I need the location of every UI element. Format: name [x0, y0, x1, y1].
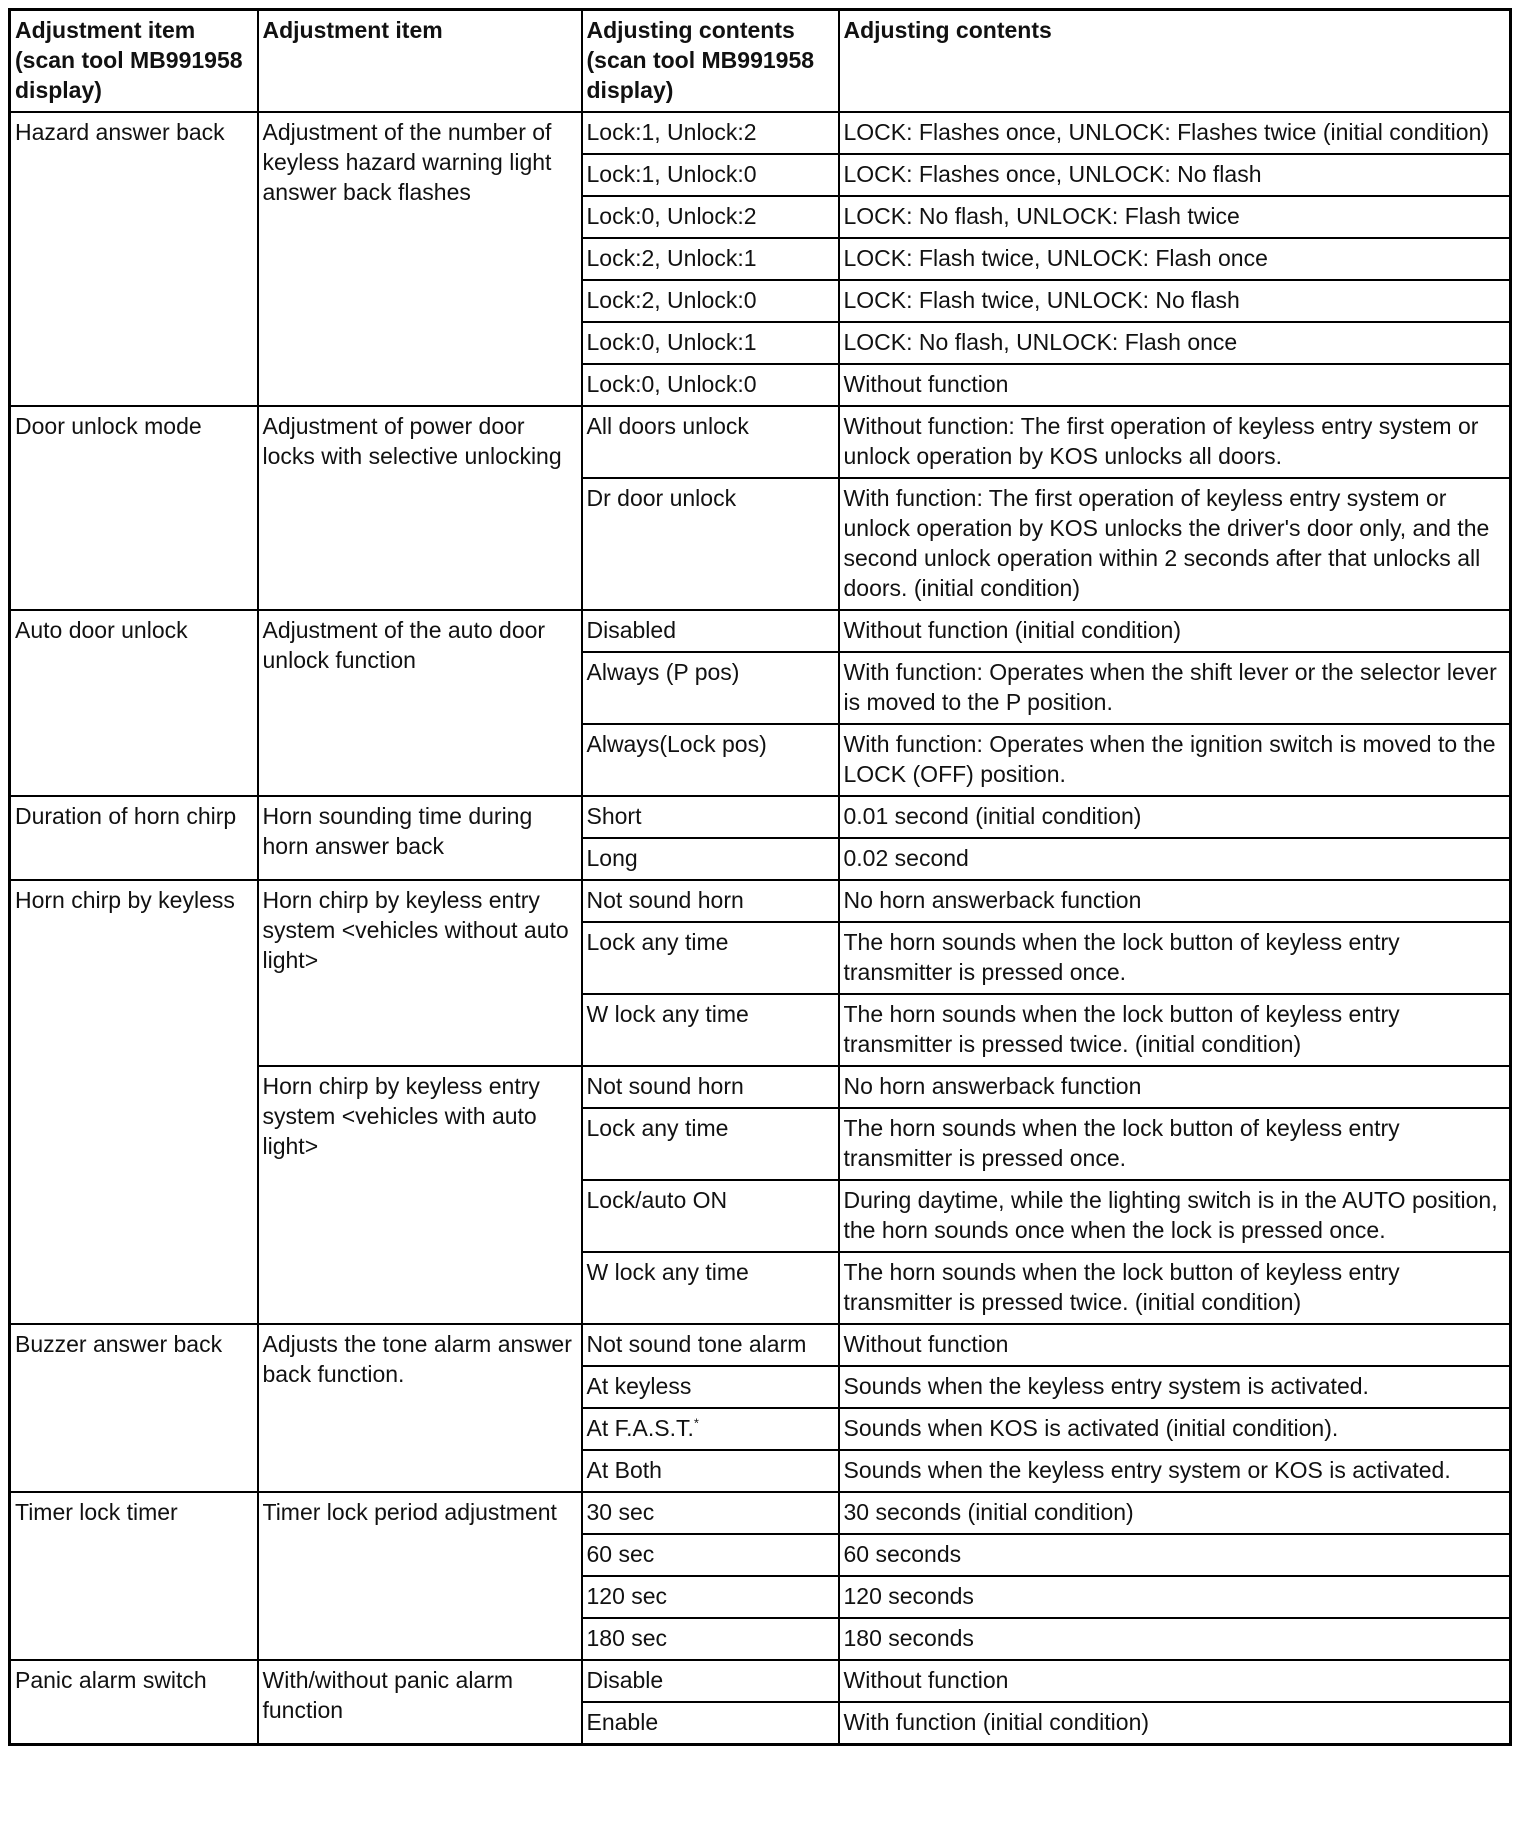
cell-adjustment-item: Horn sounding time during horn answer back [258, 796, 582, 880]
cell-adjusting-contents: LOCK: Flash twice, UNLOCK: No flash [839, 280, 1511, 322]
cell-adjusting-contents: Without function: The first operation of keyless entry system or unlock operation by KOS unlocks all doors. [839, 406, 1511, 478]
cell-adjustment-item-display: Door unlock mode [10, 406, 258, 610]
cell-adjusting-contents-display [582, 796, 839, 838]
cell-adjusting-contents-display [582, 1618, 839, 1660]
display-value: W lock any time [586, 1259, 749, 1285]
cell-adjusting-contents-display [582, 1450, 839, 1492]
cell-adjusting-contents: Sounds when the keyless entry system is activated. [839, 1366, 1511, 1408]
cell-adjustment-item: With/without panic alarm function [258, 1660, 582, 1745]
display-value: W lock any time [586, 1001, 749, 1027]
cell-adjusting-contents: Sounds when KOS is activated (initial condition). [839, 1408, 1511, 1450]
cell-adjusting-contents-display [582, 280, 839, 322]
display-value: Disable [586, 1667, 664, 1693]
display-value: All doors unlock [586, 413, 749, 439]
display-value: Enable [586, 1709, 659, 1735]
cell-adjusting-contents-display [582, 838, 839, 880]
display-value: Lock any time [586, 929, 729, 955]
display-value: Dr door unlock [586, 485, 737, 511]
cell-adjusting-contents: LOCK: Flashes once, UNLOCK: Flashes twice (initial condition) [839, 112, 1511, 154]
cell-adjusting-contents-display [582, 880, 839, 922]
cell-adjustment-item-display: Buzzer answer back [10, 1324, 258, 1492]
cell-adjusting-contents-display [582, 196, 839, 238]
header-adjusting-contents-display: Adjusting contents (scan tool MB991958 display) [582, 10, 839, 113]
display-value: Lock:0, Unlock:1 [586, 329, 757, 355]
cell-adjusting-contents: 180 seconds [839, 1618, 1511, 1660]
cell-adjusting-contents: Without function (initial condition) [839, 610, 1511, 652]
cell-adjusting-contents: During daytime, while the lighting switch is in the AUTO position, the horn sounds once when the lock is pressed once. [839, 1180, 1511, 1252]
cell-adjusting-contents: No horn answerback function [839, 880, 1511, 922]
adjustment-table [8, 8, 1512, 1746]
display-value: At F.A.S.T. [586, 1415, 694, 1441]
cell-adjusting-contents-display [582, 406, 839, 478]
cell-adjusting-contents: The horn sounds when the lock button of keyless entry transmitter is pressed twice. (initial condition) [839, 1252, 1511, 1324]
display-value: 60 sec [586, 1541, 655, 1567]
cell-adjusting-contents-display [582, 1576, 839, 1618]
cell-adjustment-item: Adjusts the tone alarm answer back function. [258, 1324, 582, 1492]
cell-adjusting-contents: Without function [839, 1324, 1511, 1366]
cell-adjusting-contents-display [582, 610, 839, 652]
cell-adjusting-contents: LOCK: No flash, UNLOCK: Flash once [839, 322, 1511, 364]
cell-adjusting-contents-display [582, 1660, 839, 1702]
cell-adjusting-contents-display [582, 652, 839, 724]
footnote-asterisk: * [693, 1415, 699, 1431]
display-value: 180 sec [586, 1625, 668, 1651]
table-row [10, 1492, 1511, 1534]
display-value: At keyless [586, 1373, 692, 1399]
display-value: Not sound tone alarm [586, 1331, 807, 1357]
display-value: Lock/auto ON [586, 1187, 728, 1213]
cell-adjustment-item-display: Timer lock timer [10, 1492, 258, 1660]
display-value: Not sound horn [586, 887, 744, 913]
cell-adjustment-item-display: Auto door unlock [10, 610, 258, 796]
cell-adjusting-contents-display [582, 922, 839, 994]
display-value: At Both [586, 1457, 662, 1483]
cell-adjusting-contents-display [582, 994, 839, 1066]
table-row [10, 1324, 1511, 1366]
cell-adjusting-contents-display [582, 724, 839, 796]
cell-adjusting-contents: The horn sounds when the lock button of keyless entry transmitter is pressed once. [839, 1108, 1511, 1180]
display-value: Not sound horn [586, 1073, 744, 1099]
display-value: Lock:0, Unlock:0 [586, 371, 757, 397]
cell-adjusting-contents: 120 seconds [839, 1576, 1511, 1618]
cell-adjusting-contents: LOCK: No flash, UNLOCK: Flash twice [839, 196, 1511, 238]
display-value: Lock any time [586, 1115, 729, 1141]
cell-adjusting-contents: Without function [839, 1660, 1511, 1702]
cell-adjusting-contents-display [582, 112, 839, 154]
cell-adjusting-contents: 30 seconds (initial condition) [839, 1492, 1511, 1534]
cell-adjustment-item-display: Hazard answer back [10, 112, 258, 406]
cell-adjusting-contents: LOCK: Flashes once, UNLOCK: No flash [839, 154, 1511, 196]
cell-adjusting-contents: 0.02 second [839, 838, 1511, 880]
display-value: Lock:2, Unlock:1 [586, 245, 757, 271]
cell-adjusting-contents: With function: Operates when the ignition switch is moved to the LOCK (OFF) position. [839, 724, 1511, 796]
table-row [10, 112, 1511, 154]
header-adjusting-contents: Adjusting contents [839, 10, 1511, 113]
table-row [10, 796, 1511, 838]
table-row [10, 610, 1511, 652]
cell-adjusting-contents-display [582, 1702, 839, 1745]
cell-adjustment-item-display: Panic alarm switch [10, 1660, 258, 1745]
cell-adjustment-item: Timer lock period adjustment [258, 1492, 582, 1660]
cell-adjusting-contents-display [582, 1066, 839, 1108]
cell-adjusting-contents: With function: Operates when the shift lever or the selector lever is moved to the P position. [839, 652, 1511, 724]
cell-adjustment-item: Adjustment of the number of keyless hazard warning light answer back flashes [258, 112, 582, 406]
cell-adjustment-item: Adjustment of the auto door unlock function [258, 610, 582, 796]
cell-adjusting-contents-display [582, 1180, 839, 1252]
display-value: Lock:0, Unlock:2 [586, 203, 757, 229]
cell-adjusting-contents-display [582, 322, 839, 364]
cell-adjusting-contents-display [582, 364, 839, 406]
cell-adjustment-item: Horn chirp by keyless entry system <vehicles with auto light> [258, 1066, 582, 1324]
table-row [10, 1660, 1511, 1702]
cell-adjusting-contents-display [582, 1534, 839, 1576]
cell-adjusting-contents-display [582, 1252, 839, 1324]
cell-adjusting-contents: 60 seconds [839, 1534, 1511, 1576]
cell-adjusting-contents: With function: The first operation of keyless entry system or unlock operation by KOS unlocks the driver's door only, and the second unlock operation within 2 seconds after that unlocks all doors. (initial condition) [839, 478, 1511, 610]
table-body [10, 112, 1511, 1745]
display-value: Disabled [586, 617, 676, 643]
cell-adjusting-contents: 0.01 second (initial condition) [839, 796, 1511, 838]
header-adjustment-item: Adjustment item [258, 10, 582, 113]
cell-adjustment-item: Horn chirp by keyless entry system <vehicles without auto light> [258, 880, 582, 1066]
display-value: Lock:1, Unlock:0 [586, 161, 757, 187]
cell-adjusting-contents-display [582, 1366, 839, 1408]
cell-adjusting-contents: No horn answerback function [839, 1066, 1511, 1108]
display-value: 30 sec [586, 1499, 655, 1525]
table-row [10, 880, 1511, 922]
display-value: Always (P pos) [586, 659, 740, 685]
cell-adjusting-contents-display [582, 1408, 839, 1450]
cell-adjusting-contents-display [582, 1492, 839, 1534]
cell-adjusting-contents: The horn sounds when the lock button of keyless entry transmitter is pressed twice. (initial condition) [839, 994, 1511, 1066]
display-value: Lock:2, Unlock:0 [586, 287, 757, 313]
cell-adjusting-contents-display [582, 154, 839, 196]
cell-adjusting-contents-display [582, 1324, 839, 1366]
cell-adjustment-item-display: Duration of horn chirp [10, 796, 258, 880]
cell-adjusting-contents: The horn sounds when the lock button of keyless entry transmitter is pressed once. [839, 922, 1511, 994]
cell-adjustment-item: Adjustment of power door locks with selective unlocking [258, 406, 582, 610]
table-row [10, 406, 1511, 478]
display-value: Lock:1, Unlock:2 [586, 119, 757, 145]
display-value: 120 sec [586, 1583, 668, 1609]
cell-adjusting-contents: Without function [839, 364, 1511, 406]
display-value: Always(Lock pos) [586, 731, 767, 757]
cell-adjusting-contents: With function (initial condition) [839, 1702, 1511, 1745]
header-row [10, 10, 1511, 113]
display-value: Long [586, 845, 638, 871]
display-value: Short [586, 803, 642, 829]
cell-adjusting-contents: Sounds when the keyless entry system or KOS is activated. [839, 1450, 1511, 1492]
cell-adjusting-contents-display [582, 478, 839, 610]
header-adjustment-item-display: Adjustment item (scan tool MB991958 display) [10, 10, 258, 113]
cell-adjusting-contents-display [582, 238, 839, 280]
cell-adjusting-contents: LOCK: Flash twice, UNLOCK: Flash once [839, 238, 1511, 280]
cell-adjustment-item-display: Horn chirp by keyless [10, 880, 258, 1324]
cell-adjusting-contents-display [582, 1108, 839, 1180]
